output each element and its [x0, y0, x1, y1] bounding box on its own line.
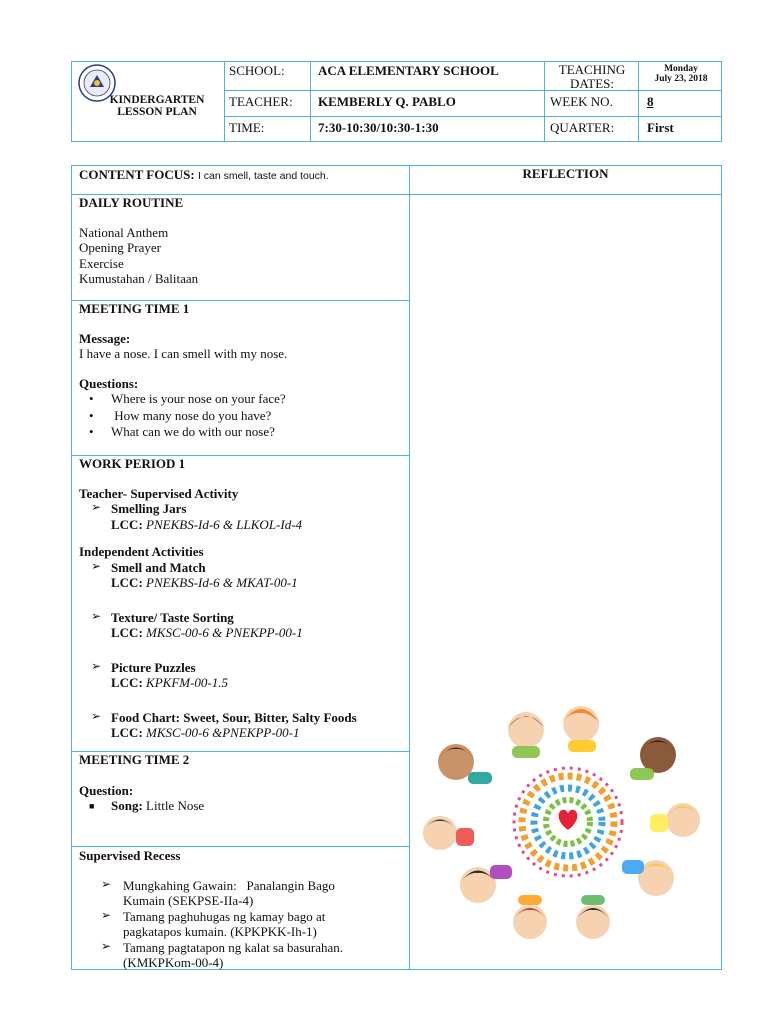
recess-item: ➢ Tamang paghuhugas ng kamay bago at pagkatapos kumain. (KPKPKK-Ih-1)	[101, 907, 326, 939]
arrow-bullet-icon: ➢	[101, 907, 112, 922]
questions-label: Questions:	[79, 375, 139, 391]
week-value: 8	[647, 94, 654, 109]
routine-item: National Anthem	[79, 224, 169, 240]
teaching-dates-label-2: DATES:	[569, 76, 615, 91]
quarter-value: First	[647, 120, 674, 135]
message-label: Message:	[79, 330, 131, 346]
plan-title-line1: KINDERGARTEN	[109, 94, 205, 106]
teaching-dates-date: July 23, 2018	[654, 74, 708, 84]
activity-title: Smell and Match	[111, 559, 206, 575]
teacher-value: KEMBERLY Q. PABLO	[318, 94, 456, 109]
time-label: TIME:	[229, 120, 265, 135]
content-focus-value: I can smell, taste and touch.	[197, 170, 329, 182]
question-item: • What can we do with our nose?	[89, 424, 275, 439]
heart-icon	[559, 810, 578, 830]
routine-item: Exercise	[79, 255, 124, 271]
arrow-bullet-icon: ➢	[91, 558, 102, 573]
question-item: • Where is your nose on your face?	[89, 391, 286, 406]
teacher-supervised-label: Teacher- Supervised Activity	[79, 485, 239, 501]
activity-item: ➢ Smelling Jars LCC: PNEKBS-Id-6 & LLKOL-Id-4	[79, 501, 404, 532]
reflection-heading: REFLECTION	[522, 166, 609, 181]
quarter-label: QUARTER:	[550, 120, 615, 135]
activity-item: ➢ Food Chart: Sweet, Sour, Bitter, Salty Foods LCC: MKSC-00-6 &PNEKPP-00-1	[79, 710, 404, 741]
time-value: 7:30-10:30/10:30-1:30	[318, 120, 439, 135]
arrow-bullet-icon: ➢	[91, 608, 102, 623]
activity-item: ➢ Texture/ Taste Sorting LCC: MKSC-00-6 & PNEKPP-00-1	[79, 610, 404, 641]
content-focus	[79, 167, 329, 184]
teaching-dates-value	[640, 64, 722, 84]
activity-title: Texture/ Taste Sorting	[111, 609, 234, 625]
teacher-label: TEACHER:	[229, 94, 293, 109]
arrow-bullet-icon: ➢	[91, 658, 102, 673]
recess-item: ➢ Tamang pagtatapon ng kalat sa basurahan. (KMKPKom-00-4)	[101, 938, 344, 970]
teaching-dates-label	[550, 63, 634, 91]
activity-title: Picture Puzzles	[111, 659, 196, 675]
message-text: I have a nose. I can smell with my nose.	[79, 346, 288, 361]
activity-title: Food Chart: Sweet, Sour, Bitter, Salty Foods	[111, 709, 357, 725]
arrow-bullet-icon: ➢	[91, 708, 102, 723]
independent-label: Independent Activities	[79, 544, 204, 559]
activity-item: ➢ Smell and Match LCC: PNEKBS-Id-6 & MKAT-00-1	[79, 560, 404, 591]
supervised-recess-heading: Supervised Recess	[79, 848, 181, 863]
school-value: ACA ELEMENTARY SCHOOL	[318, 63, 499, 78]
meeting-time-2-heading: MEETING TIME 2	[79, 752, 190, 767]
handprints-ring	[514, 768, 622, 876]
activity-title: Smelling Jars	[111, 501, 187, 516]
daily-routine-heading: DAILY ROUTINE	[79, 195, 184, 210]
teaching-dates-label-1: TEACHING	[558, 62, 626, 77]
arrow-bullet-icon: ➢	[101, 938, 112, 953]
routine-item: Opening Prayer	[79, 240, 161, 255]
plan-title	[90, 94, 224, 118]
question-item: • How many nose do you have?	[89, 407, 272, 423]
recess-item: ➢ Mungkahing Gawain: Panalangin Bago Kumain (SEKPSE-IIa-4)	[101, 876, 335, 908]
content-focus-label: CONTENT FOCUS:	[79, 167, 195, 182]
question-label: Question:	[79, 782, 134, 798]
plan-title-line2: LESSON PLAN	[117, 106, 197, 118]
meeting-time-1-heading: MEETING TIME 1	[79, 301, 190, 316]
week-label: WEEK NO.	[550, 94, 613, 109]
work-period-1-heading: WORK PERIOD 1	[79, 456, 186, 471]
children-circle-illustration	[418, 700, 718, 950]
arrow-bullet-icon: ➢	[91, 500, 102, 514]
logo-text	[122, 64, 123, 65]
daily-routine-section	[79, 195, 198, 287]
routine-item: Kumustahan / Balitaan	[79, 271, 199, 286]
school-label: SCHOOL:	[229, 63, 285, 78]
activity-item: ➢ Picture Puzzles LCC: KPKFM-00-1.5	[79, 660, 404, 691]
arrow-bullet-icon: ➢	[101, 876, 112, 891]
square-bullet-icon: ■	[89, 801, 95, 811]
song-item: ■ Song: Little Nose	[89, 798, 205, 813]
meeting-time-1-section	[79, 301, 404, 441]
meeting-time-2-section	[79, 752, 404, 814]
work-period-1-section	[79, 456, 404, 741]
supervised-recess-section	[79, 848, 407, 971]
teaching-dates-day: Monday	[664, 64, 698, 74]
